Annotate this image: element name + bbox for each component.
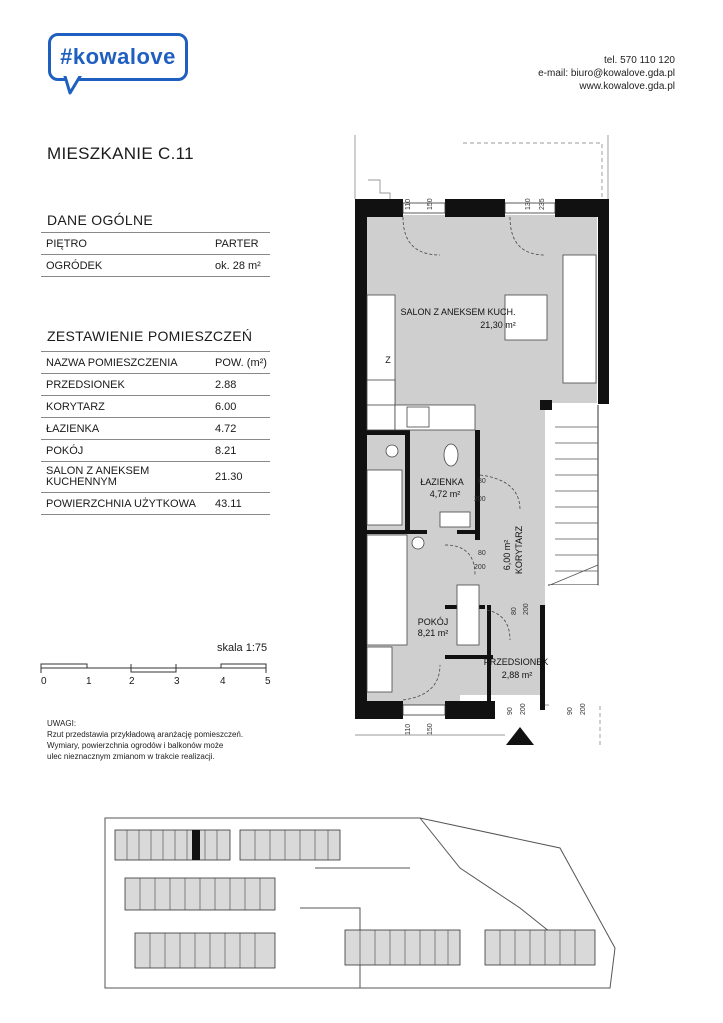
table-row xyxy=(41,232,270,255)
room-area: 8,21 m² xyxy=(417,628,449,638)
entry-arrow-icon xyxy=(506,727,534,745)
rooms-section-title: ZESTAWIENIE POMIESZCZEŃ xyxy=(47,328,253,344)
room-area: 2.88 xyxy=(215,378,237,391)
logo-speech-tail xyxy=(62,73,86,95)
kitchen-counter xyxy=(367,295,395,430)
table-row-total xyxy=(41,493,270,515)
bath-name: ŁAZIENKA xyxy=(420,477,464,487)
floor-plan xyxy=(350,135,620,760)
row-label: OGRÓDEK xyxy=(46,259,103,272)
notes-block xyxy=(47,718,243,762)
site-plan xyxy=(100,808,620,993)
salon-name: SALON Z ANEKSEM KUCH. xyxy=(400,307,516,317)
salon-area: 21,30 m² xyxy=(480,320,516,330)
scale-tick: 4 xyxy=(220,676,226,687)
scale-label: skala 1:75 xyxy=(217,642,268,654)
header-name: NAZWA POMIESZCZENIA xyxy=(46,356,178,369)
contact-phone: tel. 570 110 120 xyxy=(604,55,675,66)
dim-label: 200 xyxy=(520,703,527,715)
room-name: PRZEDSIONEK xyxy=(46,378,125,391)
vestibule-name: PRZEDSIONEK xyxy=(483,657,549,667)
room-name: ŁAZIENKA xyxy=(46,422,100,435)
table-row xyxy=(41,418,270,440)
general-table xyxy=(41,232,270,277)
dim-label: 90 xyxy=(507,707,514,715)
dim-label: 80 xyxy=(478,550,486,557)
row-label: PIĘTRO xyxy=(46,237,87,250)
table-row xyxy=(41,396,270,418)
dining-table xyxy=(505,295,547,340)
row-value: ok. 28 m² xyxy=(215,259,261,272)
boiler xyxy=(412,537,424,549)
rooms-table xyxy=(41,351,270,515)
room-area: 43.11 xyxy=(215,497,242,510)
cooktop xyxy=(407,407,429,427)
scale-tick: 2 xyxy=(129,676,135,687)
room-area: 21.30 xyxy=(215,470,243,483)
sofa xyxy=(563,255,596,383)
room-area: 6.00 xyxy=(215,400,237,413)
dim-label: 80 xyxy=(478,478,486,485)
washing-machine xyxy=(386,445,398,457)
table-row xyxy=(41,374,270,396)
row-value: PARTER xyxy=(215,237,259,250)
header-area: POW. (m²) xyxy=(215,356,267,369)
room-area: 4.72 xyxy=(215,422,237,435)
bed xyxy=(367,535,407,645)
dim-label: 200 xyxy=(580,703,587,715)
fridge-mark: Z xyxy=(385,355,391,365)
room-area: 8.21 xyxy=(215,444,237,457)
notes-line: ulec nieznacznym zmianom w trakcie realizacji. xyxy=(47,752,215,761)
notes-title: UWAGI: xyxy=(47,719,77,728)
contact-email: e-mail: biuro@kowalove.gda.pl xyxy=(538,68,675,79)
table-row xyxy=(41,440,270,462)
dim-label: 200 xyxy=(523,603,530,615)
table-header-row xyxy=(41,351,270,374)
dim-label: 200 xyxy=(474,564,486,571)
kitchen-sink xyxy=(367,380,395,405)
scale-tick: 3 xyxy=(174,676,180,687)
dim-label: 150 xyxy=(427,198,434,210)
bath-area: 4,72 m² xyxy=(429,489,461,499)
notes-line: Wymiary, powierzchnia ogrodów i balkonów może xyxy=(47,741,224,750)
dim-label: 200 xyxy=(474,496,486,503)
desk xyxy=(367,647,392,692)
scale-tick: 5 xyxy=(265,676,271,687)
entry-wardrobe xyxy=(457,585,479,645)
dim-label: 90 xyxy=(567,707,574,715)
dim-label: 130 xyxy=(525,198,532,210)
washbasin xyxy=(440,512,470,527)
room-name: SALON Z ANEKSEM KUCHENNYM xyxy=(46,465,150,488)
dim-label: 110 xyxy=(405,723,412,735)
dim-label: 80 xyxy=(511,607,518,615)
notes-line: Rzut przedstawia przykładową aranżację pomieszczeń. xyxy=(47,730,244,739)
vestibule-area: 2,88 m² xyxy=(501,670,533,680)
table-row xyxy=(41,462,270,493)
room-name: POKÓJ xyxy=(417,617,449,627)
room-name: POKÓJ xyxy=(46,444,84,457)
scale-tick: 1 xyxy=(86,676,92,687)
scale-bar xyxy=(40,662,272,674)
room-name: KORYTARZ xyxy=(46,400,105,413)
contact-website: www.kowalove.gda.pl xyxy=(579,81,675,92)
toilet xyxy=(444,444,458,466)
apartment-title: MIESZKANIE C.11 xyxy=(47,144,194,163)
general-section-title: DANE OGÓLNE xyxy=(47,212,153,228)
corridor-name: KORYTARZ xyxy=(514,525,524,575)
scale-tick: 0 xyxy=(41,676,47,687)
dim-label: 150 xyxy=(427,723,434,735)
wardrobe xyxy=(367,470,402,525)
logo-text: #kowalove xyxy=(60,44,176,69)
staircase xyxy=(548,405,598,710)
dim-label: 110 xyxy=(405,198,412,210)
dim-label: 235 xyxy=(539,198,546,210)
contact-block xyxy=(538,54,675,93)
corridor-area: 6,00 m² xyxy=(502,539,512,571)
room-name: POWIERZCHNIA UŻYTKOWA xyxy=(46,497,196,510)
table-row xyxy=(41,255,270,277)
highlighted-unit xyxy=(192,830,200,860)
